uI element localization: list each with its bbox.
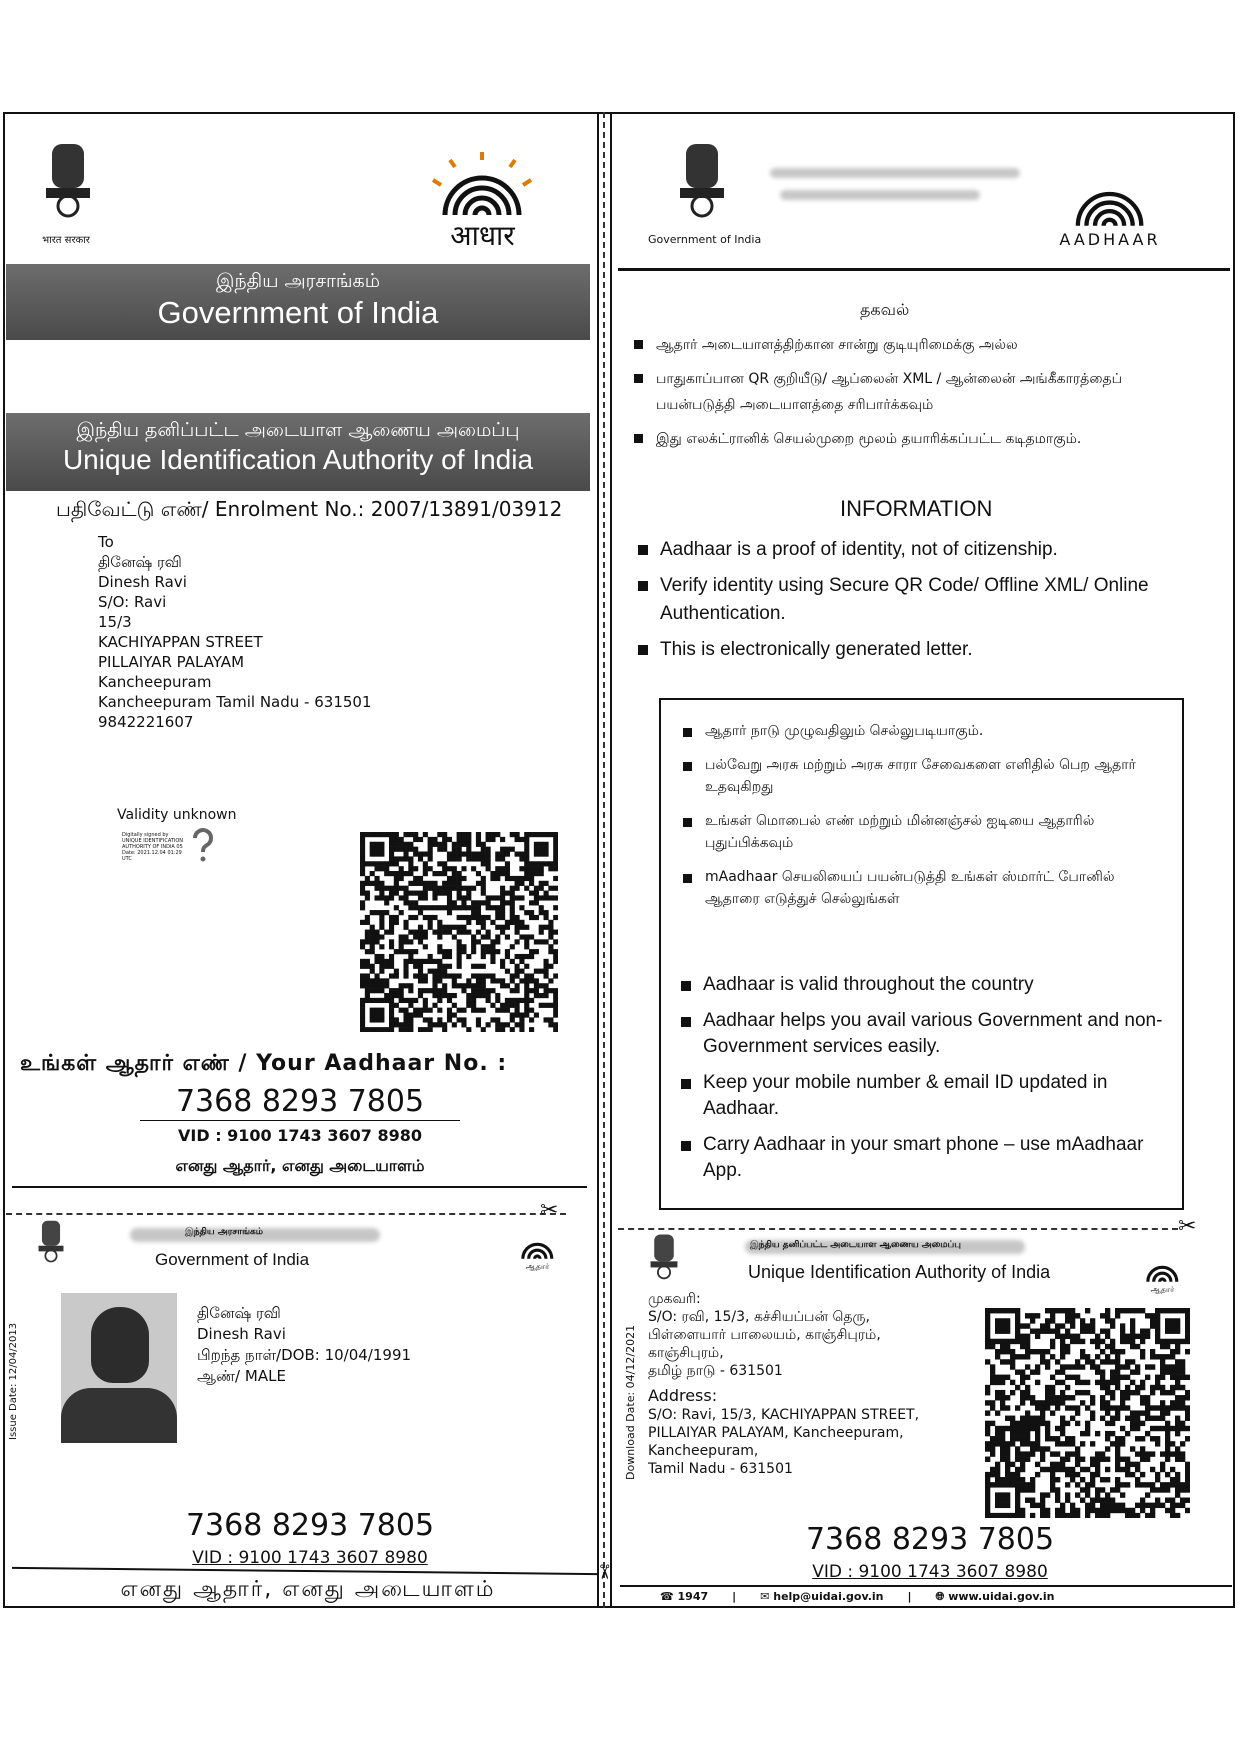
address-line: 9842221607 — [98, 713, 194, 731]
box-tamil-item: உங்கள் மொபைல் எண் மற்றும் மின்னஞ்சல் ஐடியை ஆதாரில் புதுப்பிக்கவும் — [681, 810, 1171, 854]
vid-number: VID : 9100 1743 3607 8980 — [812, 1562, 1048, 1582]
uidai-english: Unique Identification Authority of India — [62, 444, 534, 475]
uidai-band — [6, 413, 590, 491]
tamil-info-item: இது எலக்ட்ரானிக் செயல்முறை மூலம் தயாரிக்கப்பட்ட கடிதமாகும். — [632, 426, 1192, 452]
box-english-item: Aadhaar is valid throughout the country — [679, 972, 1169, 998]
web-contact: 🌐︎ www.uidai.gov.in — [935, 1590, 1055, 1603]
address-tamil-line: காஞ்சிபுரம், — [648, 1345, 724, 1361]
aadhaar-logo-icon — [1140, 1255, 1185, 1285]
address-tamil-label: முகவரி: — [648, 1291, 701, 1307]
name-tamil: தினேஷ் ரவி — [197, 1304, 281, 1322]
info-heading: INFORMATION — [840, 496, 993, 521]
address-tamil-line: S/O: ரவி, 15/3, கச்சியப்பன் தெரு, — [648, 1309, 870, 1325]
email-contact: ✉ help@uidai.gov.in — [760, 1590, 884, 1603]
signature-details — [122, 832, 183, 862]
email-icon: ✉ — [760, 1590, 774, 1603]
address-english-line: Kancheepuram, — [648, 1443, 759, 1459]
card-header-tamil: இந்திய அரசாங்கம் — [185, 1227, 263, 1237]
box-english-item: Carry Aadhaar in your smart phone – use mAadhaar App. — [679, 1132, 1169, 1184]
address-line: தினேஷ் ரவி — [98, 553, 182, 571]
address-line: To — [98, 533, 114, 551]
cut-line — [618, 1228, 1178, 1230]
aadhaar-logo-icon — [425, 150, 540, 220]
divider — [597, 112, 599, 1608]
phone-contact: ☎ 1947 — [660, 1590, 709, 1603]
name: Dinesh Ravi — [197, 1325, 286, 1343]
box-tamil-item: ஆதார் நாடு முழுவதிலும் செல்லுபடியாகும். — [681, 720, 1171, 742]
qr-code — [985, 1308, 1190, 1518]
aadhaar-number: 7368 8293 7805 — [140, 1084, 460, 1121]
uidai-tamil: இந்திய தனிப்பட்ட அடையாள ஆணைய அமைப்பு — [76, 419, 520, 441]
vid-number: VID : 9100 1743 3607 8980 — [178, 1126, 422, 1145]
enrolment-number: பதிவேட்டு எண்/ Enrolment No.: 2007/13891/03912 — [56, 497, 563, 521]
tamil-info-item: ஆதார் அடையாளத்திற்கான சான்று குடியுரிமைக்கு அல்ல — [632, 332, 1192, 358]
aadhaar-logo-icon — [515, 1232, 560, 1262]
date-of-birth: பிறந்த நாள்/DOB: 10/04/1991 — [197, 1346, 412, 1364]
box-tamil-list — [681, 720, 1171, 922]
aadhaar-logo-icon — [1055, 170, 1165, 230]
info-box — [659, 698, 1184, 1210]
divider-line — [12, 1186, 587, 1188]
address-line: Kancheepuram Tamil Nadu - 631501 — [98, 693, 372, 711]
address-line: Kancheepuram — [98, 673, 212, 691]
address-line: 15/3 — [98, 613, 132, 631]
aadhaar-logo-text: आधार — [450, 219, 515, 252]
emblem-caption: Government of India — [648, 233, 762, 246]
qr-code — [360, 832, 558, 1032]
info-list — [636, 536, 1216, 672]
national-emblem-icon — [38, 140, 98, 230]
national-emblem-icon — [34, 1218, 68, 1270]
box-english-list — [679, 972, 1169, 1194]
signature-line: Date: 2021.12.04 01:29 — [122, 850, 182, 856]
address-tamil-line: பிள்ளையார் பாலையம், காஞ்சிபுரம், — [648, 1327, 881, 1343]
photo — [61, 1293, 177, 1443]
scissors-icon: ✂ — [592, 1563, 617, 1581]
signature-line: AUTHORITY OF INDIA 05 — [122, 844, 183, 850]
box-tamil-item: பல்வேறு அரசு மற்றும் அரசு சாரா சேவைகளை எளிதில் பெற ஆதார் உதவுகிறது — [681, 754, 1171, 798]
box-tamil-item: mAadhaar செயலியைப் பயன்படுத்தி உங்கள் ஸ்மார்ட் போனில் ஆதாரை எடுத்துச் செல்லுங்கள் — [681, 866, 1171, 910]
aadhaar-logo-text: AADHAAR — [1059, 230, 1161, 249]
issue-date: Issue Date: 12/04/2013 — [8, 1322, 19, 1440]
signature-line: UNIQUE IDENTIFICATION — [122, 838, 184, 844]
globe-icon: 🌐︎ — [935, 1590, 949, 1603]
aadhaar-logo-text: ஆதார் — [1150, 1285, 1175, 1294]
cut-line-vertical — [603, 112, 605, 1608]
info-item: This is electronically generated letter. — [636, 636, 1216, 664]
aadhaar-logo-text: ஆதார் — [525, 1262, 550, 1271]
address-tamil-line: தமிழ் நாடு - 631501 — [648, 1363, 783, 1379]
divider — [610, 112, 612, 1608]
government-tamil: இந்திய அரசாங்கம் — [215, 270, 381, 292]
address-english — [648, 1406, 919, 1478]
phone-icon: ☎ — [660, 1590, 678, 1603]
gender: ஆண்/ MALE — [197, 1367, 286, 1385]
redaction-mark — [780, 190, 980, 200]
signature-status: Validity unknown — [117, 807, 237, 823]
signature-line: UTC — [122, 856, 132, 862]
recipient-address — [98, 532, 372, 732]
government-english: Government of India — [157, 295, 439, 330]
scissors-icon: ✂ — [540, 1198, 559, 1223]
contact-footer: ☎ 1947 | ✉ help@uidai.gov.in | 🌐︎ www.uidai.gov.in — [660, 1590, 1055, 1603]
card-address — [648, 1290, 919, 1478]
info-item: Verify identity using Secure QR Code/ Offline XML/ Online Authentication. — [636, 572, 1216, 628]
address-english-line: PILLAIYAR PALAYAM, Kancheepuram, — [648, 1425, 904, 1441]
national-emblem-icon — [645, 1232, 683, 1287]
scissors-icon: ✂ — [1178, 1214, 1197, 1239]
aadhaar-number: 7368 8293 7805 — [185, 1508, 435, 1543]
tamil-info-heading: தகவல் — [860, 300, 910, 319]
info-item: Aadhaar is a proof of identity, not of citizenship. — [636, 536, 1216, 564]
box-english-item: Aadhaar helps you avail various Government and non-Government services easily. — [679, 1008, 1169, 1060]
signature-line: Digitally signed by — [122, 832, 169, 838]
redaction-mark — [770, 168, 1020, 178]
box-english-item: Keep your mobile number & email ID updated in Aadhaar. — [679, 1070, 1169, 1122]
card-header: Government of India — [155, 1250, 310, 1269]
divider-line — [620, 1585, 1232, 1587]
address-label: Address: — [648, 1386, 718, 1405]
address-line: Dinesh Ravi — [98, 573, 187, 591]
card-details — [197, 1303, 411, 1387]
tagline: எனது ஆதார், எனது அடையாளம் — [175, 1156, 425, 1175]
card-header: Unique Identification Authority of India — [748, 1262, 1051, 1282]
address-english-line: Tamil Nadu - 631501 — [648, 1461, 793, 1477]
government-band — [6, 264, 590, 340]
aadhaar-number-label: உங்கள் ஆதார் எண் / Your Aadhaar No. : — [20, 1051, 508, 1076]
emblem-caption: भारत सरकार — [42, 235, 90, 246]
unknown-validity-icon — [190, 828, 216, 864]
address-tamil — [648, 1308, 919, 1380]
aadhaar-number: 7368 8293 7805 — [805, 1522, 1055, 1557]
address-english-line: S/O: Ravi, 15/3, KACHIYAPPAN STREET, — [648, 1407, 920, 1423]
vid-number: VID : 9100 1743 3607 8980 — [192, 1548, 428, 1568]
header-rule — [618, 268, 1230, 271]
card-header-tamil: இந்திய தனிப்பட்ட அடையாள ஆணைய அமைப்பு — [750, 1240, 961, 1250]
address-line: KACHIYAPPAN STREET — [98, 633, 263, 651]
cut-line — [6, 1213, 566, 1215]
national-emblem-icon — [672, 140, 732, 230]
address-line: PILLAIYAR PALAYAM — [98, 653, 245, 671]
tamil-info-list — [632, 332, 1192, 460]
tamil-info-item: பாதுகாப்பான QR குறியீடு/ ஆப்லைன் XML / ஆன்லைன் அங்கீகாரத்தைப் பயன்படுத்தி அடையாளத்தை சரிபார்க்கவும் — [632, 366, 1192, 418]
address-line: S/O: Ravi — [98, 593, 167, 611]
tagline: எனது ஆதார், எனது அடையாளம் — [120, 1577, 496, 1602]
download-date: Download Date: 04/12/2021 — [624, 1324, 637, 1480]
